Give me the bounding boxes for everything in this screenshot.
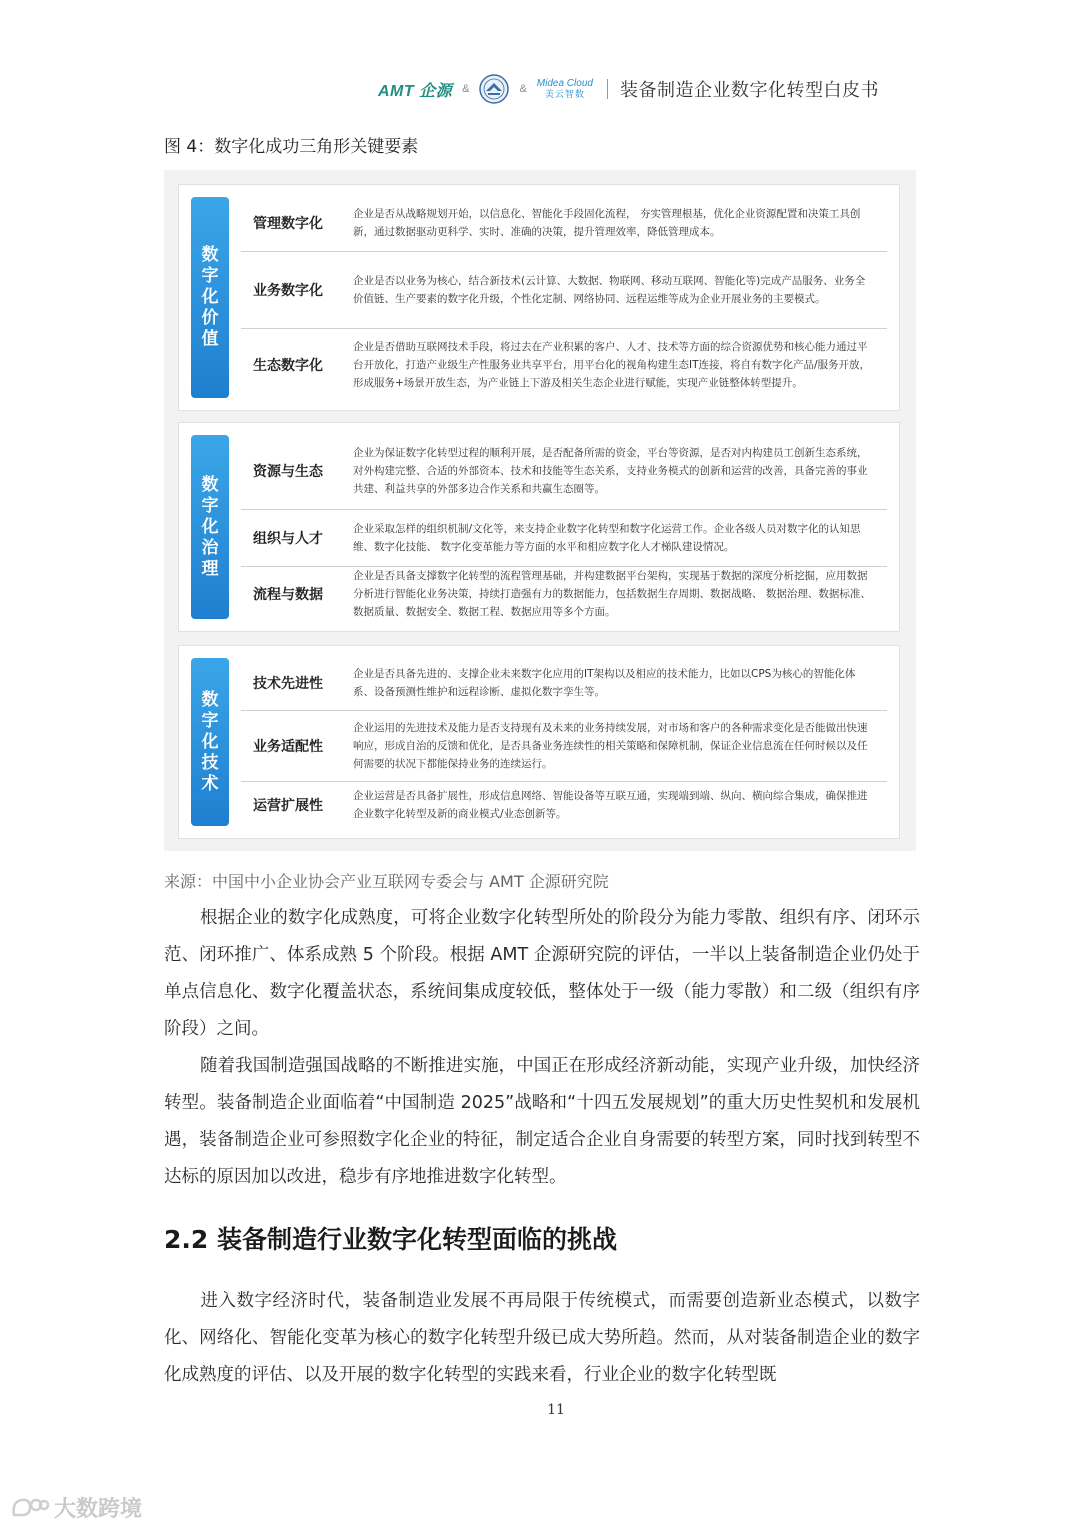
body-paragraph <box>164 1048 920 1196</box>
row-description: 企业为保证数字化转型过程的顺利开展，是否配备所需的资金，平台等资源，是否对内构建员工创新生态系统，对外构建完整、合适的外部资本、技术和技能等生态关系，支持业务模式的创新和运营的改善，具备完善的事业共建、利益共享的外部多边合作关系和共赢生态圈等。 <box>353 447 868 495</box>
row-description: 企业是否从战略规划开始，以信息化、智能化手段固化流程， 夯实管理根基，优化企业资源配置和决策工具创新，通过数据驱动更科学、实时、准确的决策，提升管理效率，降低管理成本。 <box>353 208 861 238</box>
group-label <box>191 435 229 619</box>
paragraph-text: 随着我国制造强国战略的不断推进实施，中国正在形成经济新动能，实现产业升级，加快经济转型。装备制造企业面临着“中国制造 2025”战略和“十四五发展规划”的重大历史性契机和发展机遇，装备制造企业可参照数字化企业的特征，制定适合企业自身需要的转型方案，同时找到转型不达标的原因加以改进，稳步有序地推进数字化转型。 <box>164 1056 920 1187</box>
midea-logo-line1: Midea Cloud <box>536 77 593 89</box>
row-name: 流程与数据 <box>253 587 323 603</box>
row-description: 企业是否以业务为核心，结合新技术(云计算、大数据、物联网、移动互联网、智能化等)完成产品服务、业务全价值链、生产要素的数字化升级，个性化定制、网络协同、远程运维等成为企业开展业务的主要模式。 <box>353 275 866 305</box>
row-name: 资源与生态 <box>253 464 323 480</box>
group-digital-technology <box>178 645 900 839</box>
row-name: 技术先进性 <box>253 676 323 692</box>
watermark <box>10 1492 142 1523</box>
list-item <box>241 711 887 782</box>
header-divider <box>607 79 608 99</box>
ampersand: & <box>519 83 527 95</box>
row-list <box>241 195 887 400</box>
list-item <box>241 567 887 621</box>
label-char: 数 <box>201 474 219 495</box>
page-number: 11 <box>547 1402 565 1418</box>
row-description: 企业是否借助互联网技术手段，将过去在产业积累的客户、人才、技术等方面的综合资源优势和核心能力通过平台开放化，打造产业级生产性服务业共享平台，用平台化的视角构建生态IT连接，将自有数字化产品/服务开放，形成服务+场景开放生态，为产业链上下游及相关生态企业进行赋能，实现产业链整体转型提升。 <box>353 340 871 389</box>
label-char: 值 <box>201 329 219 349</box>
list-item <box>241 782 887 828</box>
label-char: 化 <box>201 287 219 307</box>
label-char: 化 <box>201 731 219 752</box>
watermark-logo-icon <box>10 1495 50 1521</box>
row-name: 业务适配性 <box>253 739 323 755</box>
row-name: 组织与人才 <box>253 531 323 547</box>
label-char: 字 <box>201 266 219 286</box>
row-name: 运营扩展性 <box>253 798 323 814</box>
page-header <box>378 74 918 104</box>
amt-logo: AMT 企源 <box>378 82 453 100</box>
label-char: 术 <box>201 773 219 794</box>
list-item <box>241 195 887 252</box>
label-char: 字 <box>201 495 219 516</box>
row-description: 企业运用的先进技术及能力是否支持现有及未来的业务持续发展，对市场和客户的各种需求变化是否能做出快速响应，形成自治的反馈和优化，是否具备业务连续性的相关策略和保障机制，保证企业信息流在任何时候以及任何需要的状况下都能保持业务的连续运行。 <box>353 722 868 770</box>
list-item <box>241 329 887 400</box>
list-item <box>241 433 887 510</box>
label-char: 数 <box>201 689 219 710</box>
label-char: 化 <box>201 516 219 537</box>
list-item <box>241 656 887 711</box>
label-char: 字 <box>201 710 219 731</box>
figure-panel <box>164 170 916 851</box>
list-item <box>241 510 887 567</box>
row-description: 企业采取怎样的组织机制/文化等，来支持企业数字化转型和数字化运营工作。企业各级人员对数字化的认知思维、数字化技能、 数字化变革能力等方面的水平和相应数字化人才梯队建设情况。 <box>353 523 861 553</box>
row-list <box>241 433 887 621</box>
midea-cloud-logo <box>537 79 593 100</box>
label-char: 数 <box>201 245 219 265</box>
group-digital-governance <box>178 422 900 632</box>
figure-source: 来源：中国中小企业协会产业互联网专委会与 AMT 企源研究院 <box>164 872 609 891</box>
row-name: 业务数字化 <box>253 283 323 299</box>
paragraph-text: 根据企业的数字化成熟度，可将企业数字化转型所处的阶段分为能力零散、组织有序、闭环示范、闭环推广、体系成熟 5 个阶段。根据 AMT 企源研究院的评估，一半以上装备制造企业仍处于单点信息化、数字化覆盖状态，系统间集成度较低，整体处于一级（能力零散）和二级（组织有序阶段）之间。 <box>164 908 920 1039</box>
midea-logo-line2: 美云智数 <box>544 89 585 100</box>
body-paragraph <box>164 900 920 1048</box>
row-name: 生态数字化 <box>253 357 323 374</box>
group-label <box>191 197 229 398</box>
label-char: 价 <box>201 308 219 328</box>
paragraph-text: 进入数字经济时代，装备制造业发展不再局限于传统模式，而需要创造新业态模式，以数字化、网络化、智能化变革为核心的数字化转型升级已成大势所趋。然而，从对装备制造企业的数字化成熟度的评估、以及开展的数字化转型的实践来看，行业企业的数字化转型既 <box>164 1291 920 1385</box>
row-name: 管理数字化 <box>253 216 323 232</box>
document-title: 装备制造企业数字化转型白皮书 <box>619 80 879 101</box>
row-description: 企业是否具备先进的、支撑企业未来数字化应用的IT架构以及相应的技术能力，比如以CPS为核心的智能化体系、设备预测性维护和远程诊断、虚拟化数字孪生等。 <box>353 668 856 698</box>
ampersand: & <box>462 83 470 95</box>
row-description: 企业是否具备支撑数字化转型的流程管理基础，并构建数据平台架构，实现基于数据的深度分析挖掘，应用数据分析进行智能化业务决策，持续打造强有力的数据能力，包括数据生存周期、数据战略、 数据治理、数据标准、数据质量、数据安全、数据工程、数据应用等多个方面。 <box>353 570 871 618</box>
group-label <box>191 658 229 826</box>
figure-caption: 图 4：数字化成功三角形关键要素 <box>164 137 419 157</box>
section-heading: 2.2 装备制造行业数字化转型面临的挑战 <box>164 1225 617 1254</box>
association-seal-icon <box>479 74 509 104</box>
label-char: 理 <box>201 558 219 579</box>
label-char: 技 <box>201 752 219 773</box>
list-item <box>241 252 887 329</box>
watermark-text: 大数跨境 <box>54 1497 143 1522</box>
row-list <box>241 656 887 828</box>
label-char: 治 <box>201 537 219 558</box>
row-description: 企业运营是否具备扩展性，形成信息网络、智能设备等互联互通，实现端到端、纵向、横向综合集成，确保推进企业数字化转型及新的商业模式/业态创新等。 <box>353 790 868 820</box>
group-digital-value <box>178 184 900 411</box>
body-paragraph <box>164 1283 920 1394</box>
